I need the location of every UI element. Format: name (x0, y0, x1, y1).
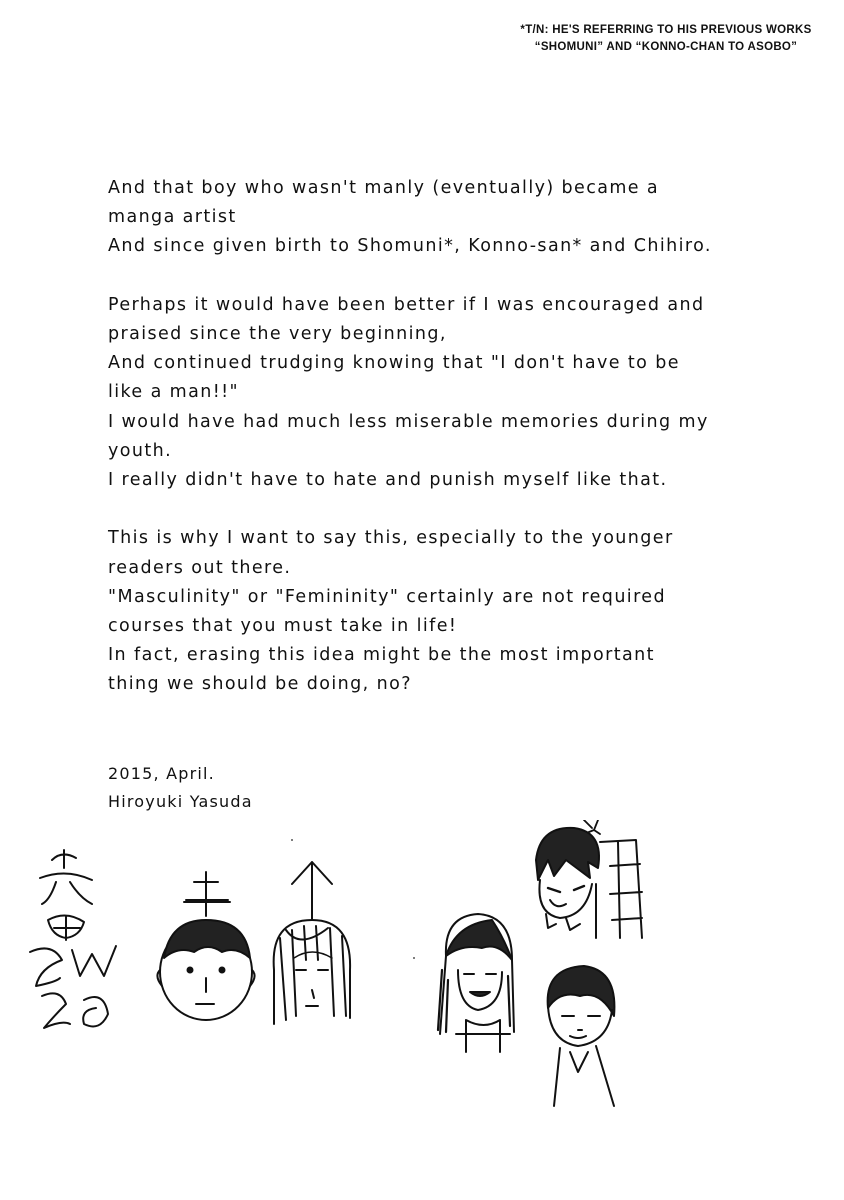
text-line: like a man!!" (108, 382, 239, 403)
signature-date: 2015, April. (108, 764, 215, 783)
hanko-signature-icon (30, 850, 116, 1028)
translator-note (516, 22, 816, 56)
text-line: And since given birth to Shomuni*, Konno-san* and Chihiro. (108, 236, 712, 257)
text-line: readers out there. (108, 557, 292, 578)
signature-author: Hiroyuki Yasuda (108, 792, 253, 811)
boy-with-plus-sign-icon (157, 872, 254, 1020)
paragraph (108, 174, 768, 262)
text-line: And that boy who wasn't manly (eventually) became a (108, 178, 660, 198)
text-line: thing we should be doing, no? (108, 674, 412, 695)
text-line: "Masculinity" or "Femininity" certainly are not required (108, 586, 666, 607)
text-line: This is why I want to say this, especially to the younger (108, 528, 674, 549)
afterword-body (108, 174, 768, 729)
text-line: Perhaps it would have been better if I was encouraged and (108, 294, 705, 315)
text-line: praised since the very beginning, (108, 324, 447, 344)
short-hair-girl-icon (548, 966, 615, 1106)
paragraph (108, 524, 768, 699)
translator-note-line: “SHOMUNI” AND “KONNO-CHAN TO ASOBO” (534, 41, 798, 53)
sketch-illustrations (0, 820, 844, 1120)
girl-with-up-arrow-icon (274, 862, 350, 1024)
text-line: courses that you must take in life! (108, 616, 458, 637)
text-line: And continued trudging knowing that "I don't have to be (108, 353, 680, 374)
text-line: youth. (108, 440, 173, 461)
angry-man-icon (536, 820, 642, 938)
translator-note-line: *T/N: HE'S REFERRING TO HIS PREVIOUS WORKS (520, 24, 812, 36)
text-line: manga artist (108, 207, 237, 228)
signature-block (108, 760, 253, 816)
text-line: In fact, erasing this idea might be the most important (108, 645, 655, 666)
text-line: I would have had much less miserable memories during my (108, 411, 709, 432)
paragraph (108, 291, 768, 495)
smiling-woman-icon (438, 914, 514, 1052)
text-line: I really didn't have to hate and punish myself like that. (108, 470, 668, 491)
